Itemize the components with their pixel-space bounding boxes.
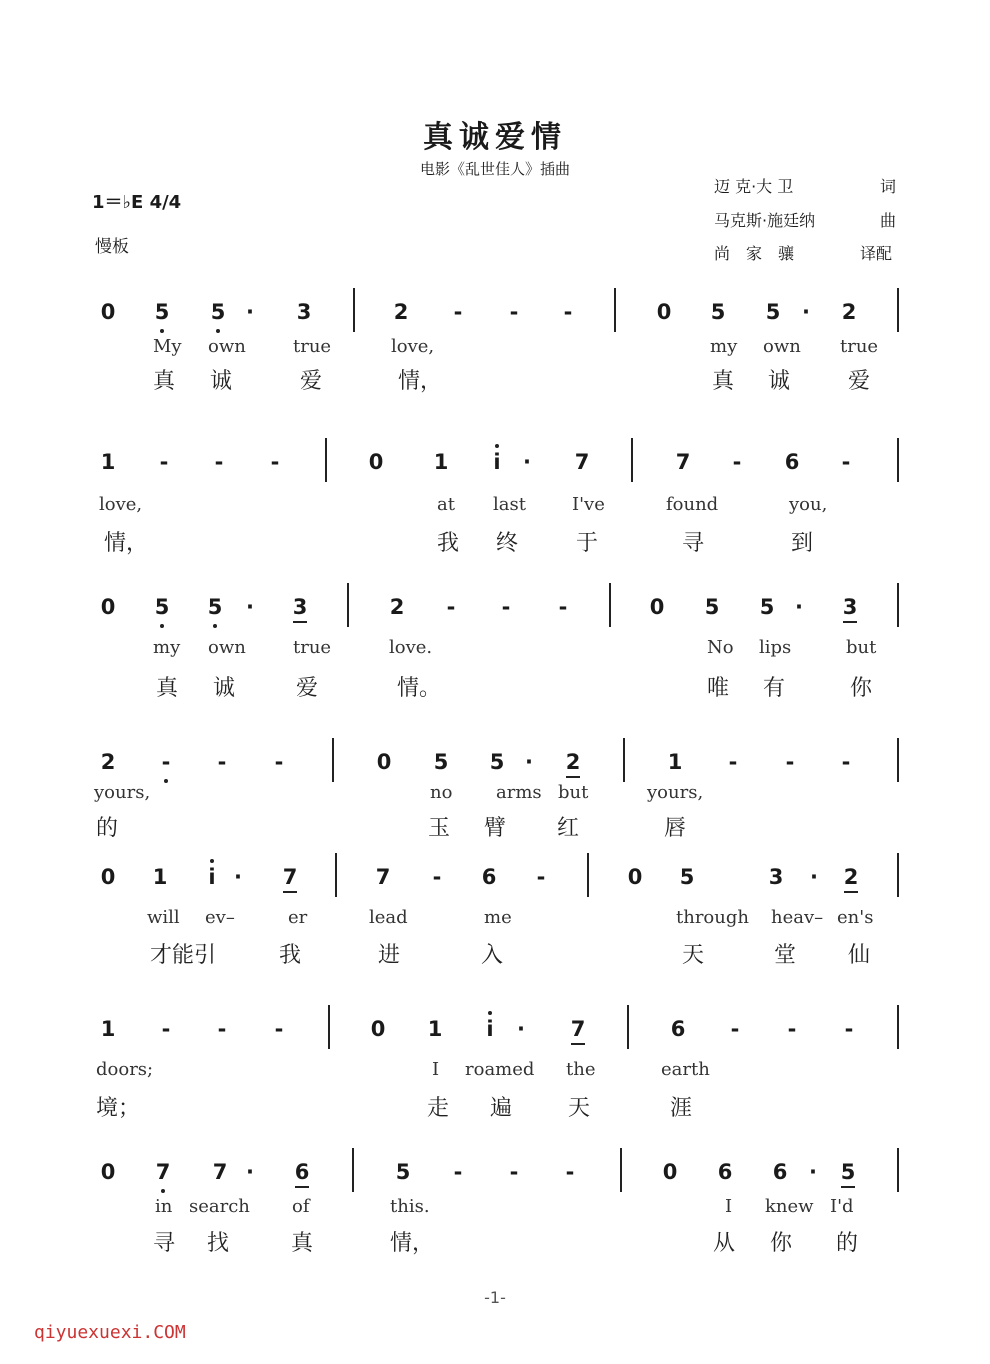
score-system (0, 1007, 990, 1147)
chinese-lyric: 有 (763, 676, 786, 701)
english-lyric: love, (99, 494, 143, 515)
low-octave-dot (160, 624, 164, 628)
english-lyric: last (493, 494, 526, 515)
bar-line (897, 738, 899, 782)
chinese-lyric: 我 (437, 531, 460, 556)
low-octave-dot (213, 624, 217, 628)
jianpu-note: - (732, 450, 742, 474)
english-lyric: true (293, 637, 332, 658)
jianpu-note: - (159, 450, 169, 474)
jianpu-note: 2 (393, 300, 409, 324)
english-lyric: me (484, 907, 512, 928)
english-lyric: lips (759, 637, 792, 658)
chinese-lyric: 唇 (664, 816, 687, 841)
jianpu-note: 0 (100, 865, 116, 889)
jianpu-note: 5 (200, 595, 230, 619)
bar-line (897, 1148, 899, 1192)
english-lyric: at (437, 494, 455, 515)
jianpu-note: · (246, 1160, 254, 1184)
high-octave-dot (495, 444, 499, 448)
jianpu-note: 5 (833, 1160, 863, 1184)
jianpu-note: 5 (203, 300, 233, 324)
jianpu-note: 2 (389, 595, 405, 619)
bar-line (353, 288, 355, 332)
english-lyric: but (558, 782, 589, 803)
chinese-lyric: 于 (576, 531, 599, 556)
english-lyric: own (208, 637, 246, 658)
jianpu-note: - (274, 1017, 284, 1041)
jianpu-note: 5 (765, 300, 781, 324)
song-subtitle: 电影《乱世佳人》插曲 (419, 160, 570, 178)
jianpu-note: - (217, 750, 227, 774)
jianpu-note: 5 (489, 750, 505, 774)
english-lyric: my (153, 637, 181, 658)
english-lyric: of (292, 1196, 310, 1217)
english-lyric: my (710, 336, 738, 357)
bar-line (627, 1005, 629, 1049)
site-watermark: qiyuexuexi.COM (34, 1322, 186, 1343)
chinese-lyric: 情， (398, 369, 443, 394)
english-lyric: through (676, 907, 749, 928)
bar-line (620, 1148, 622, 1192)
english-lyric: lead (369, 907, 408, 928)
jianpu-note: 6 (784, 450, 800, 474)
jianpu-note: 7 (148, 1160, 178, 1184)
jianpu-note: - (841, 750, 851, 774)
chinese-lyric: 仙 (848, 943, 871, 968)
chinese-lyric: 唯 (707, 676, 730, 701)
low-octave-dot (161, 1189, 165, 1193)
bar-line (897, 1005, 899, 1049)
jianpu-note: - (730, 1017, 740, 1041)
chinese-lyric: 爱 (300, 369, 323, 394)
jianpu-note: 0 (376, 750, 392, 774)
chinese-lyric: 堂 (774, 943, 797, 968)
jianpu-note: - (453, 300, 463, 324)
jianpu-note: 7 (275, 865, 305, 889)
jianpu-note: 0 (627, 865, 643, 889)
jianpu-note: - (785, 750, 795, 774)
english-lyric: roamed (465, 1059, 535, 1080)
high-octave-dot (488, 1011, 492, 1015)
jianpu-note: 2 (100, 750, 116, 774)
chinese-lyric: 寻 (682, 531, 705, 556)
jianpu-note: 6 (772, 1160, 788, 1184)
english-lyric: the (566, 1059, 596, 1080)
chinese-lyric: 的 (836, 1231, 859, 1256)
jianpu-note: - (214, 450, 224, 474)
bar-line (897, 438, 899, 482)
chinese-lyric: 真 (291, 1231, 314, 1256)
jianpu-note: - (432, 865, 442, 889)
chinese-lyric: 诚 (213, 676, 236, 701)
jianpu-note: 6 (717, 1160, 733, 1184)
jianpu-note: 3 (285, 595, 315, 619)
english-lyric: My (153, 336, 182, 357)
chinese-lyric: 情， (104, 531, 149, 556)
chinese-lyric: 情， (390, 1231, 435, 1256)
jianpu-note: 5 (433, 750, 449, 774)
chinese-lyric: 从 (713, 1231, 736, 1256)
english-lyric: en's (837, 907, 874, 928)
translator-name: 尚 家 骧 (714, 244, 795, 263)
jianpu-note: 1 (667, 750, 683, 774)
key-signature: 1＝♭E 4/4 (92, 192, 182, 213)
jianpu-note: 7 (675, 450, 691, 474)
chinese-lyric: 寻 (153, 1231, 176, 1256)
jianpu-note: 5 (704, 595, 720, 619)
chinese-lyric: 天 (568, 1096, 591, 1121)
jianpu-note: - (453, 1160, 463, 1184)
english-lyric: doors; (96, 1059, 154, 1080)
jianpu-note: 0 (368, 450, 384, 474)
jianpu-note: i (482, 450, 512, 474)
jianpu-note: · (523, 450, 531, 474)
english-lyric: true (293, 336, 332, 357)
tempo-marking: 慢板 (95, 237, 129, 257)
english-lyric: ev– (205, 907, 235, 928)
lyricist-role: 词 (880, 177, 897, 196)
bar-line (609, 583, 611, 627)
jianpu-note: 7 (563, 1017, 593, 1041)
jianpu-note: - (536, 865, 546, 889)
english-lyric: but (846, 637, 877, 658)
chinese-lyric: 境； (96, 1096, 141, 1121)
bar-line (897, 583, 899, 627)
page-number: -1- (484, 1288, 506, 1307)
jianpu-note: 7 (574, 450, 590, 474)
jianpu-note: 1 (427, 1017, 443, 1041)
bar-line (623, 738, 625, 782)
english-lyric: yours, (647, 782, 704, 803)
low-octave-dot (216, 329, 220, 333)
jianpu-note: - (274, 750, 284, 774)
english-lyric: heav– (771, 907, 824, 928)
chinese-lyric: 的 (96, 816, 119, 841)
bar-line (631, 438, 633, 482)
bar-line (335, 853, 337, 897)
score-system (0, 290, 990, 430)
chinese-lyric: 遍 (490, 1096, 513, 1121)
jianpu-note: 6 (481, 865, 497, 889)
english-lyric: I (725, 1196, 733, 1217)
jianpu-note: 3 (296, 300, 312, 324)
jianpu-note: 0 (370, 1017, 386, 1041)
english-lyric: true (840, 336, 879, 357)
jianpu-note: · (234, 865, 242, 889)
jianpu-note: · (517, 1017, 525, 1041)
jianpu-note: · (795, 595, 803, 619)
jianpu-note: 0 (100, 300, 116, 324)
jianpu-note: i (197, 865, 227, 889)
chinese-lyric: 真 (156, 676, 179, 701)
english-lyric: No (707, 637, 734, 658)
bar-line (587, 853, 589, 897)
jianpu-note: 0 (656, 300, 672, 324)
english-lyric: own (763, 336, 801, 357)
jianpu-note: - (841, 450, 851, 474)
english-lyric: will (147, 907, 180, 928)
jianpu-note: 5 (759, 595, 775, 619)
chinese-lyric: 你 (770, 1231, 793, 1256)
chinese-lyric: 进 (378, 943, 401, 968)
chinese-lyric: 爱 (296, 676, 319, 701)
chinese-lyric: 真 (712, 369, 735, 394)
low-octave-dot (164, 779, 168, 783)
jianpu-note: · (810, 865, 818, 889)
jianpu-note: 3 (835, 595, 865, 619)
score-system (0, 855, 990, 995)
high-octave-dot (210, 859, 214, 863)
jianpu-note: - (501, 595, 511, 619)
jianpu-note: - (270, 450, 280, 474)
jianpu-note: - (728, 750, 738, 774)
jianpu-note: 1 (433, 450, 449, 474)
jianpu-note: 5 (147, 300, 177, 324)
bar-line (328, 1005, 330, 1049)
english-lyric: love, (391, 336, 435, 357)
jianpu-note: - (563, 300, 573, 324)
chinese-lyric: 走 (427, 1096, 450, 1121)
chinese-lyric: 天 (682, 943, 705, 968)
english-lyric: I've (572, 494, 605, 515)
chinese-lyric: 入 (481, 943, 504, 968)
jianpu-note: · (525, 750, 533, 774)
jianpu-note: - (558, 595, 568, 619)
bar-line (347, 583, 349, 627)
english-lyric: I'd (830, 1196, 854, 1217)
jianpu-note: 5 (679, 865, 695, 889)
lyricist-name: 迈 克·大 卫 (714, 177, 794, 196)
english-lyric: I (432, 1059, 440, 1080)
jianpu-note: - (151, 750, 181, 774)
english-lyric: knew (765, 1196, 814, 1217)
jianpu-note: - (217, 1017, 227, 1041)
jianpu-note: 6 (287, 1160, 317, 1184)
english-lyric: in (155, 1196, 173, 1217)
jianpu-note: 5 (710, 300, 726, 324)
bar-line (332, 738, 334, 782)
composer-name: 马克斯·施廷纳 (714, 211, 816, 230)
english-lyric: this. (390, 1196, 430, 1217)
jianpu-note: 7 (212, 1160, 228, 1184)
jianpu-note: 2 (841, 300, 857, 324)
jianpu-note: 0 (649, 595, 665, 619)
jianpu-note: - (787, 1017, 797, 1041)
english-lyric: er (288, 907, 308, 928)
jianpu-note: · (246, 300, 254, 324)
translator-role: 译配 (860, 244, 893, 263)
jianpu-note: 0 (100, 1160, 116, 1184)
chinese-lyric: 涯 (670, 1096, 693, 1121)
jianpu-note: 6 (670, 1017, 686, 1041)
english-lyric: you, (789, 494, 828, 515)
bar-line (352, 1148, 354, 1192)
jianpu-note: i (475, 1017, 505, 1041)
jianpu-note: 0 (662, 1160, 678, 1184)
jianpu-note: 2 (836, 865, 866, 889)
chinese-lyric: 诚 (768, 369, 791, 394)
score-system (0, 1150, 990, 1290)
english-lyric: search (189, 1196, 250, 1217)
english-lyric: own (208, 336, 246, 357)
chinese-lyric: 我 (279, 943, 302, 968)
chinese-lyric: 红 (557, 816, 580, 841)
english-lyric: no (430, 782, 453, 803)
english-lyric: earth (661, 1059, 710, 1080)
song-title: 真诚爱情 (423, 120, 567, 155)
jianpu-note: · (809, 1160, 817, 1184)
jianpu-note: - (509, 1160, 519, 1184)
jianpu-note: 0 (100, 595, 116, 619)
jianpu-note: - (844, 1017, 854, 1041)
jianpu-note: 1 (152, 865, 168, 889)
jianpu-note: · (246, 595, 254, 619)
chinese-lyric: 情。 (397, 676, 442, 701)
english-lyric: found (666, 494, 719, 515)
chinese-lyric: 臂 (484, 816, 507, 841)
chinese-lyric: 玉 (428, 816, 451, 841)
low-octave-dot (160, 329, 164, 333)
jianpu-note: - (161, 1017, 171, 1041)
score-system (0, 585, 990, 725)
chinese-lyric: 诚 (210, 369, 233, 394)
bar-line (614, 288, 616, 332)
composer-role: 曲 (880, 211, 897, 230)
jianpu-note: 5 (395, 1160, 411, 1184)
jianpu-note: - (446, 595, 456, 619)
jianpu-note: 3 (768, 865, 784, 889)
jianpu-note: - (509, 300, 519, 324)
chinese-lyric: 到 (791, 531, 814, 556)
bar-line (325, 438, 327, 482)
chinese-lyric: 爱 (848, 369, 871, 394)
english-lyric: love. (389, 637, 433, 658)
jianpu-note: 7 (375, 865, 391, 889)
bar-line (897, 288, 899, 332)
chinese-lyric: 你 (850, 676, 873, 701)
jianpu-note: · (802, 300, 810, 324)
bar-line (897, 853, 899, 897)
chinese-lyric: 才能引 (150, 943, 217, 968)
chinese-lyric: 找 (207, 1231, 230, 1256)
english-lyric: yours, (94, 782, 151, 803)
score-system (0, 440, 990, 580)
chinese-lyric: 真 (153, 369, 176, 394)
chinese-lyric: 终 (496, 531, 519, 556)
jianpu-note: 2 (558, 750, 588, 774)
english-lyric: arms (496, 782, 542, 803)
jianpu-note: 1 (100, 1017, 116, 1041)
jianpu-note: - (565, 1160, 575, 1184)
jianpu-note: 1 (100, 450, 116, 474)
jianpu-note: 5 (147, 595, 177, 619)
